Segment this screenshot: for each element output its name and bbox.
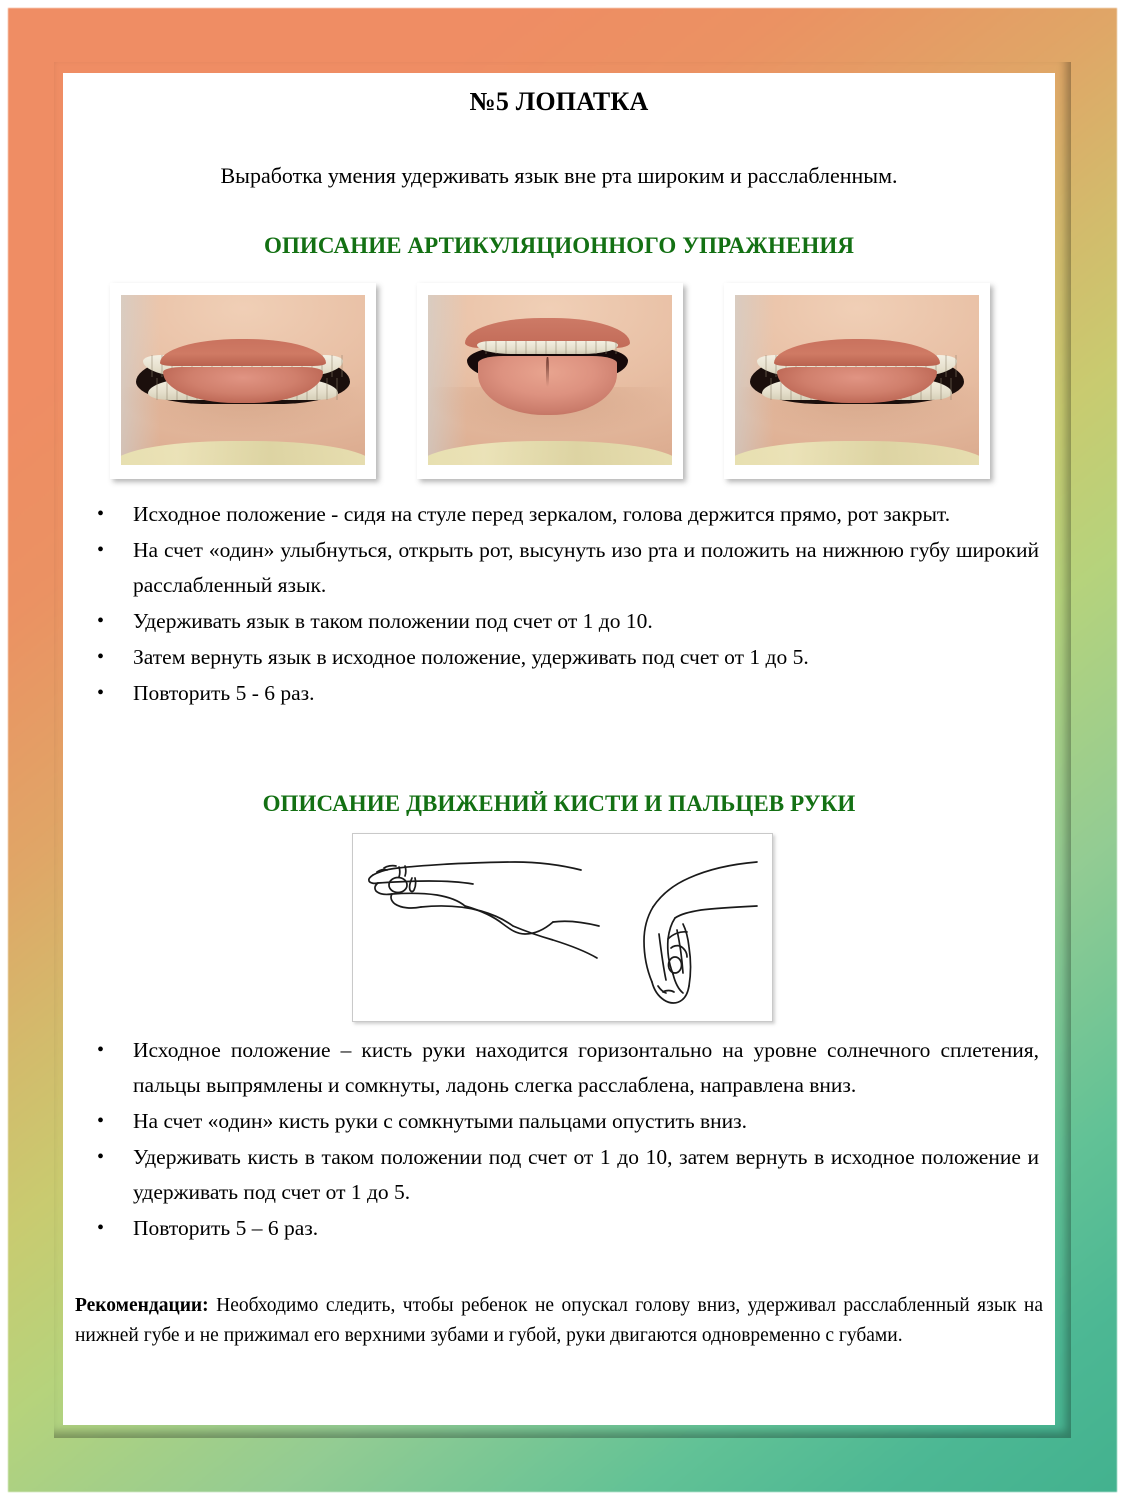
section-heading-hand-movements: ОПИСАНИЕ ДВИЖЕНИЙ КИСТИ И ПАЛЬЦЕВ РУКИ — [262, 791, 856, 816]
list-item — [75, 1140, 1043, 1210]
list-item — [75, 676, 1043, 711]
upper-lip — [774, 339, 940, 366]
hand-diagram-svg — [353, 834, 772, 1021]
list-item-text: На счет «один» кисть руки с сомкнутыми пальцами опустить вниз. — [133, 1109, 748, 1133]
list-item-text: Исходное положение - сидя на стуле перед зеркалом, голова держится прямо, рот закрыт. — [133, 502, 951, 526]
photo-image-1 — [121, 295, 365, 465]
list-item-text: Повторить 5 – 6 раз. — [133, 1216, 319, 1240]
list-item — [75, 533, 1043, 603]
bullet-icon: • — [97, 1217, 105, 1239]
decorative-page-frame — [8, 8, 1117, 1492]
recommendations-text: Необходимо следить, чтобы ребенок не опускал голову вниз, удерживал расслабленный язык на нижней губе и не прижимал его верхними зубами и губой, руки двигаются одновременно с губами. — [75, 1295, 1043, 1346]
page-subtitle: Выработка умения удерживать язык вне рта широким и расслабленным. — [220, 163, 898, 188]
list-item — [75, 604, 1043, 639]
photo-image-2 — [428, 295, 672, 465]
photo-image-3 — [735, 295, 979, 465]
list-item — [75, 1211, 1043, 1246]
list-item — [75, 1104, 1043, 1139]
lips — [160, 339, 326, 397]
list-item-text: Удерживать язык в таком положении под счет от 1 до 10. — [133, 609, 653, 633]
bullet-icon: • — [97, 1110, 105, 1132]
list-item — [75, 640, 1043, 675]
teeth-separations — [477, 341, 619, 354]
list-item-text: На счет «один» улыбнуться, открыть рот, высунуть изо рта и положить на нижнюю губу широкий расслабленный язык. — [133, 538, 1039, 597]
photo-smile-closed-teeth — [110, 283, 376, 479]
bullet-icon: • — [97, 610, 105, 632]
list-item — [75, 497, 1043, 532]
open-mouth — [467, 332, 628, 420]
list-item-text: Повторить 5 - 6 раз. — [133, 681, 315, 705]
section-heading-articulation: ОПИСАНИЕ АРТИКУЛЯЦИОННОГО УПРАЖНЕНИЯ — [263, 233, 855, 258]
upper-teeth — [477, 341, 619, 354]
articulation-photo-strip — [110, 283, 1010, 488]
photo-smile-closed-teeth-repeat — [724, 283, 990, 479]
bullet-icon: • — [97, 646, 105, 668]
bullet-icon: • — [97, 1039, 105, 1061]
bullet-icon: • — [97, 1146, 105, 1168]
document-page — [63, 73, 1055, 1425]
recommendations-paragraph — [75, 1291, 1043, 1351]
list-item-text: Затем вернуть язык в исходное положение, удерживать под счет от 1 до 5. — [133, 645, 809, 669]
upper-lip — [160, 339, 326, 366]
tongue-midline — [546, 357, 549, 387]
hand-movement-diagram — [352, 833, 773, 1022]
list-item — [75, 1033, 1043, 1103]
list-item-text: Удерживать кисть в таком положении под счет от 1 до 10, затем вернуть в исходное положение и удерживать под счет от 1 до 5. — [133, 1145, 1039, 1204]
lips — [774, 339, 940, 397]
hand-instruction-list — [75, 1033, 1043, 1247]
recommendations-label: Рекомендации: — [75, 1295, 209, 1316]
bullet-icon: • — [97, 682, 105, 704]
list-item-text: Исходное положение – кисть руки находится горизонтально на уровне солнечного сплетения, пальцы выпрямлены и сомкнуты, ладонь слегка расслаблена, направлена вниз. — [133, 1038, 1039, 1097]
page-title: №5 ЛОПАТКА — [469, 87, 649, 116]
bullet-icon: • — [97, 539, 105, 561]
articulation-instruction-list — [75, 497, 1043, 712]
bullet-icon: • — [97, 503, 105, 525]
photo-tongue-on-lower-lip — [417, 283, 683, 479]
